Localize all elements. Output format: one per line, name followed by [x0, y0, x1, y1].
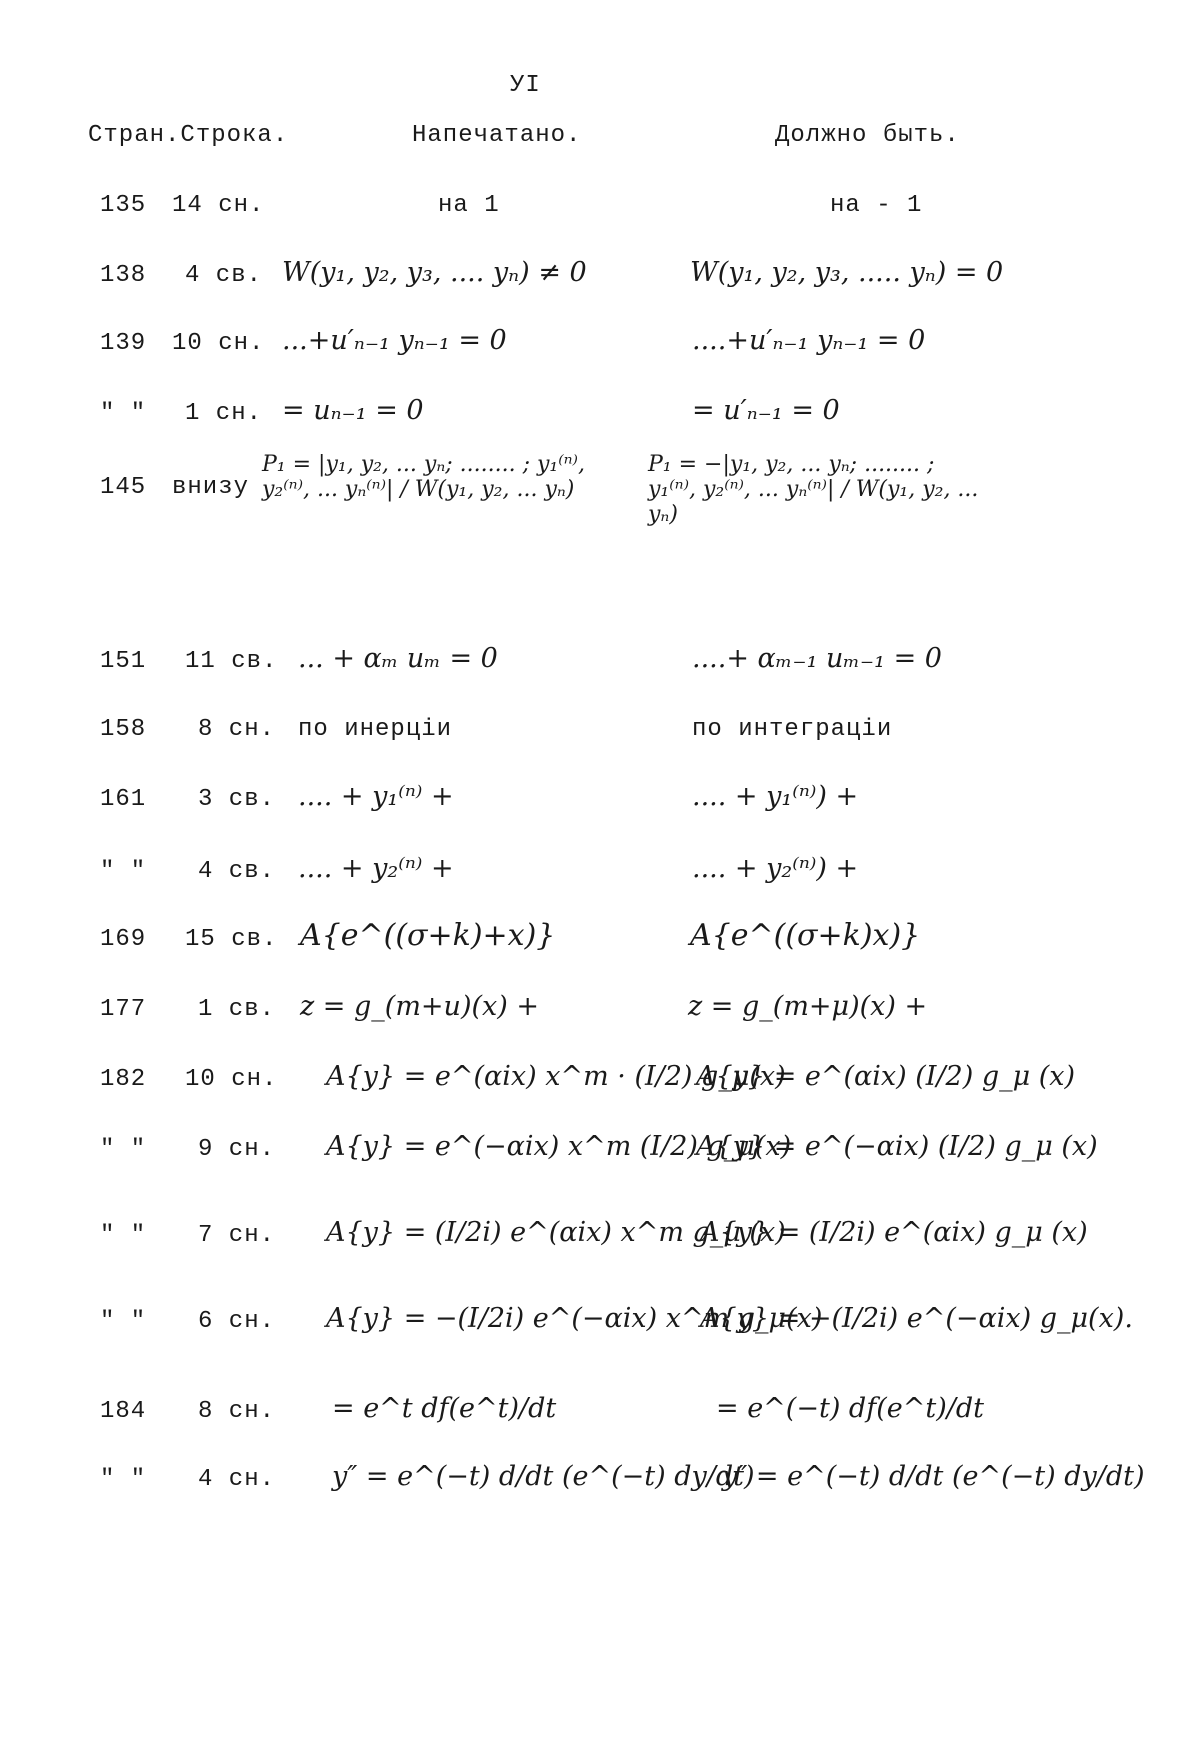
row-correct: ....+ αₘ₋₁ uₘ₋₁ = 0: [692, 643, 942, 674]
page-number: УI: [510, 72, 541, 99]
row-page: " ": [100, 1308, 147, 1335]
row-printed: на 1: [438, 192, 500, 219]
row-page: " ": [100, 858, 147, 885]
row-printed: y″ = e^(−t) d/dt (e^(−t) dy/dt): [332, 1461, 755, 1492]
row-page: 158: [100, 716, 147, 743]
row-printed: A{y} = e^(−αix) x^m (I/2) g_μ(x): [326, 1131, 792, 1162]
row-page: 138: [100, 262, 147, 289]
row-correct: A{y} = e^(αix) (I/2) g_μ (x): [696, 1061, 1076, 1092]
header-page-line: Стран.Строка.: [88, 122, 289, 149]
row-page: 177: [100, 996, 147, 1023]
row-page: 139: [100, 330, 147, 357]
row-correct: .... + y₂⁽ⁿ⁾) +: [692, 853, 859, 884]
row-printed: z = g_(m+u)(x) +: [300, 991, 539, 1022]
row-page: 145: [100, 474, 147, 501]
row-line: 6 сн.: [198, 1308, 276, 1335]
header-should-be: Должно быть.: [775, 122, 960, 149]
row-correct: z = g_(m+μ)(x) +: [688, 991, 928, 1022]
row-page: 182: [100, 1066, 147, 1093]
row-correct: ....+u′ₙ₋₁ yₙ₋₁ = 0: [692, 325, 926, 356]
row-printed: A{y} = e^(αix) x^m · (I/2) g_μ(x): [326, 1061, 786, 1092]
header-printed: Напечатано.: [412, 122, 582, 149]
row-line: 4 св.: [198, 858, 276, 885]
row-correct: A{y} = (I/2i) e^(αix) g_μ (x): [700, 1217, 1088, 1248]
row-page: 184: [100, 1398, 147, 1425]
row-line: 4 св.: [185, 262, 263, 289]
row-line: 1 сн.: [185, 400, 263, 427]
row-page: " ": [100, 1136, 147, 1163]
row-correct: = u′ₙ₋₁ = 0: [692, 395, 840, 426]
row-line: 11 св.: [185, 648, 278, 675]
row-page: 161: [100, 786, 147, 813]
row-printed: A{y} = (I/2i) e^(αix) x^m g_μ (x): [326, 1217, 786, 1248]
row-line: 7 сн.: [198, 1222, 276, 1249]
row-correct: W(y₁, y₂, y₃, ..... yₙ) = 0: [690, 257, 1004, 288]
row-printed: [262, 452, 602, 502]
determinant-fraction: P₁ = −|y₁, y₂, ... yₙ; ........ ; y₁⁽ⁿ⁾, y₂⁽ⁿ⁾, ... yₙ⁽ⁿ⁾| / W(y₁, y₂, ... yₙ): [648, 452, 979, 527]
row-page: 169: [100, 926, 147, 953]
row-correct: A{y} = e^(−αix) (I/2) g_μ (x): [696, 1131, 1098, 1162]
row-printed: ...+u′ₙ₋₁ yₙ₋₁ = 0: [282, 325, 507, 356]
row-line: 14 сн.: [172, 192, 265, 219]
row-page: 135: [100, 192, 147, 219]
row-page: 151: [100, 648, 147, 675]
row-line: 9 сн.: [198, 1136, 276, 1163]
row-printed: W(y₁, y₂, y₃, .... yₙ) ≠ 0: [282, 257, 587, 288]
row-printed: ... + αₘ uₘ = 0: [298, 643, 498, 674]
row-line: 10 сн.: [185, 1066, 278, 1093]
row-correct: по интеграціи: [692, 716, 893, 743]
row-correct: на - 1: [830, 192, 923, 219]
row-line: внизу: [172, 474, 250, 501]
row-printed: = uₙ₋₁ = 0: [282, 395, 424, 426]
row-printed: A{y} = −(I/2i) e^(−αix) x^m g_μ(x): [326, 1303, 823, 1334]
row-line: 15 св.: [185, 926, 278, 953]
row-page: " ": [100, 1222, 147, 1249]
row-page: " ": [100, 1466, 147, 1493]
row-line: 4 сн.: [198, 1466, 276, 1493]
row-line: 1 св.: [198, 996, 276, 1023]
row-line: 8 сн.: [198, 1398, 276, 1425]
row-printed: по инерціи: [298, 716, 453, 743]
row-line: 8 сн.: [198, 716, 276, 743]
row-correct: A{e^((σ+k)x)}: [690, 918, 921, 953]
row-correct: .... + y₁⁽ⁿ⁾) +: [692, 781, 859, 812]
row-correct: y″ = e^(−t) d/dt (e^(−t) dy/dt): [722, 1461, 1145, 1492]
row-line: 10 сн.: [172, 330, 265, 357]
row-line: 3 св.: [198, 786, 276, 813]
row-printed: = e^t df(e^t)/dt: [332, 1393, 557, 1424]
row-correct: [648, 452, 988, 527]
row-correct: = e^(−t) df(e^t)/dt: [716, 1393, 984, 1424]
row-printed: .... + y₂⁽ⁿ⁾ +: [298, 853, 454, 884]
row-printed: A{e^((σ+k)+x)}: [300, 918, 556, 953]
determinant-fraction: P₁ = |y₁, y₂, ... yₙ; ........ ; y₁⁽ⁿ⁾, y₂⁽ⁿ⁾, ... yₙ⁽ⁿ⁾| / W(y₁, y₂, ... yₙ): [262, 452, 585, 502]
row-page: " ": [100, 400, 147, 427]
row-printed: .... + y₁⁽ⁿ⁾ +: [298, 781, 454, 812]
row-correct: A{y} = −(I/2i) e^(−αix) g_μ(x).: [700, 1303, 1133, 1334]
